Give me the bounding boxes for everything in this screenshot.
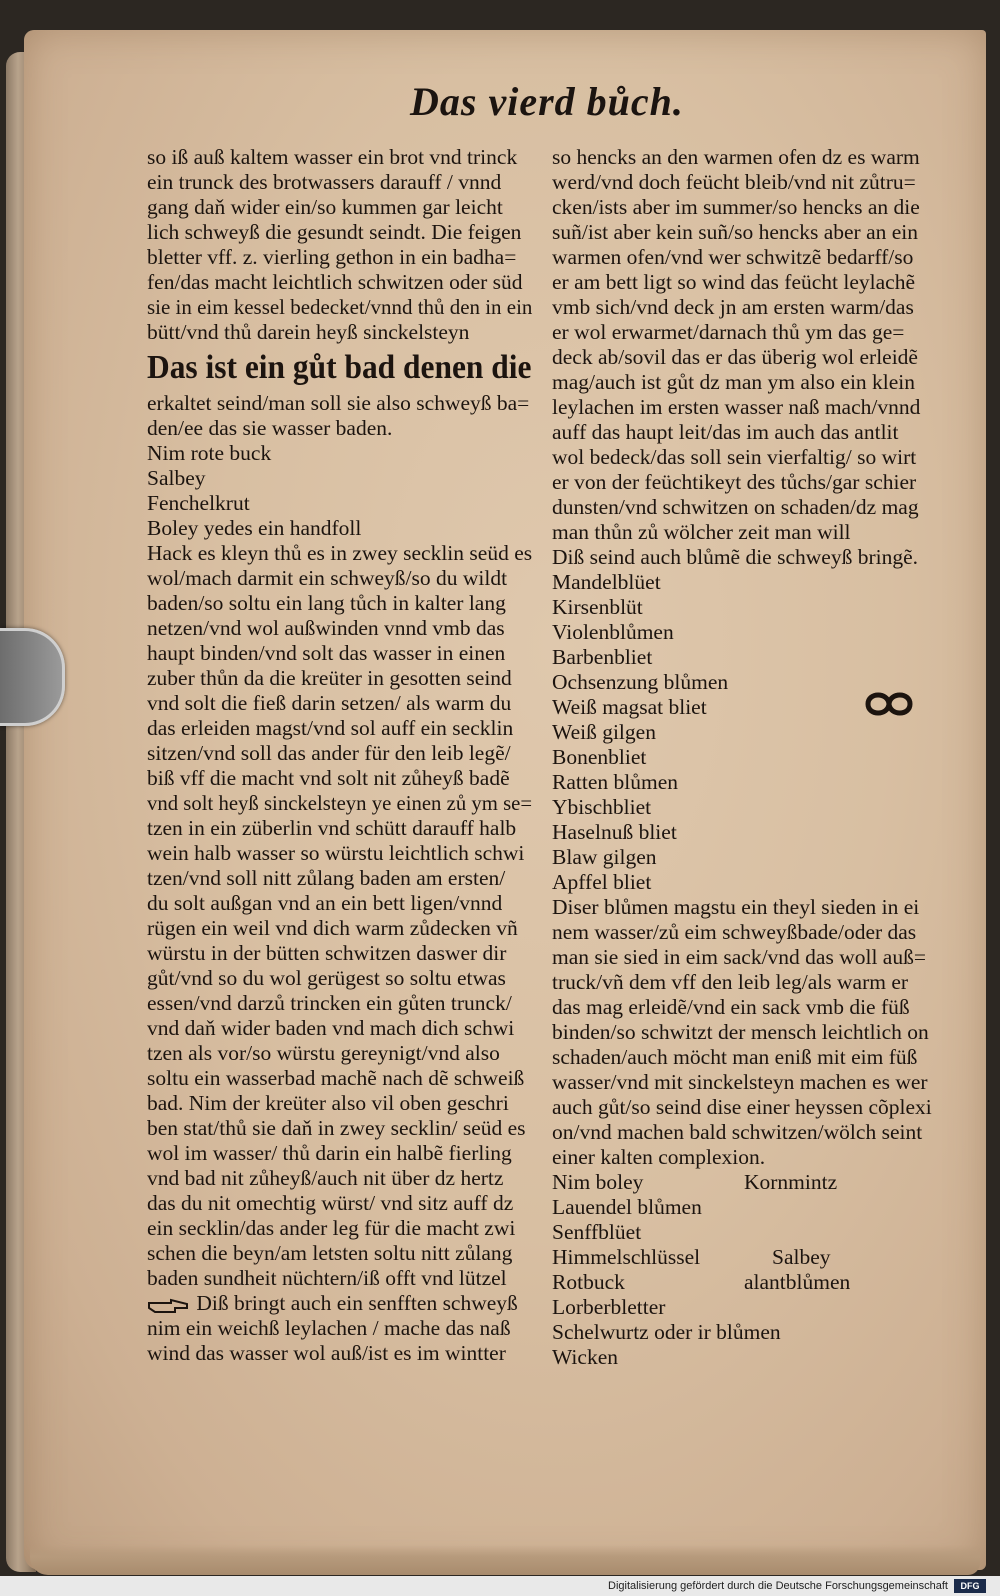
text-line: ein secklin/das ander leg für die macht zwi: [147, 1216, 516, 1240]
right-column: [552, 145, 947, 1370]
text-line: schaden/auch möcht man eniß mit eim füß: [552, 1045, 918, 1069]
text-line: truck/vñ dem vff den leib leg/als warm er: [552, 970, 909, 994]
herb-pair-row: [552, 1220, 947, 1245]
text-line: rügen ein weil vnd dich warm zůdecken vñ: [147, 916, 518, 940]
text-line: das du nit omechtig würst/ vnd sitz auff dz: [147, 1191, 514, 1215]
herb-pair-row: [552, 1320, 947, 1345]
text-line: Diser blůmen magstu ein theyl sieden in ei: [552, 895, 920, 919]
text-line: du solt außgan vnd an ein bett ligen/vnnd: [147, 891, 503, 915]
herb-name: Schelwurtz oder ir blůmen: [552, 1320, 781, 1344]
flower-list-item: Violenblůmen: [552, 620, 674, 644]
page-header: Das vierd bůch.: [410, 79, 684, 124]
ornament-icon: [862, 688, 916, 720]
flower-list-heading: Diß seind auch blůmẽ die schweyß bringẽ.: [552, 545, 919, 569]
text-line: baden/so soltu ein lang tůch in kalter lang: [147, 591, 506, 615]
flower-list-item: Apffel bliet: [552, 870, 652, 894]
footer-bar: [0, 1576, 1000, 1596]
text-line: fen/das macht leichtlich schwitzen oder süd: [147, 270, 523, 294]
text-line: wol/mach darmit ein schweyß/so du wildt: [147, 566, 508, 590]
text-line: er von der feüchtikeyt des tůchs/gar schier: [552, 470, 917, 494]
text-line: vnd daň wider baden vnd mach dich schwi: [147, 1016, 515, 1040]
text-line: biß vff die macht vnd solt nit zůheyß badẽ: [147, 766, 510, 790]
herb-name: Wicken: [552, 1345, 618, 1369]
text-line: zuber thůn da die kreüter in gesotten seind: [147, 666, 512, 690]
herb-name: Himmelschlüssel: [552, 1245, 701, 1269]
text-line: mag/auch ist gůt dz man ym also ein klein: [552, 370, 916, 394]
text-line: würstu in der bütten schwitzen daswer dir: [147, 941, 507, 965]
herb-list-item: Boley yedes ein handfoll: [147, 516, 362, 540]
flower-list-item: Weiß gilgen: [552, 720, 656, 744]
herb-name-second: Salbey: [772, 1245, 831, 1269]
herb-name: Rotbuck: [552, 1270, 625, 1294]
herb-list-item: Nim rote buck: [147, 441, 272, 465]
text-line: wol im wasser/ thů darin ein halbẽ fierling: [147, 1141, 512, 1165]
text-line: dunsten/vnd schwitzen on schaden/dz mag: [552, 495, 919, 519]
pointing-hand-icon: [147, 1296, 191, 1314]
text-line: man thůn zů wölcher zeit man will: [552, 520, 851, 544]
text-line: warmen ofen/vnd wer schwitzẽ bedarff/so: [552, 245, 914, 269]
text-line: auch gůt/so seind dise einer heyssen cõplexi: [552, 1095, 932, 1119]
herb-name-second: Kornmintz: [744, 1170, 838, 1194]
herb-name: Nim boley: [552, 1170, 644, 1194]
text-line: soltu ein wasserbad machẽ nach dẽ schweiß: [147, 1066, 525, 1090]
herb-pair-row: [552, 1270, 947, 1295]
herb-name: Senffblüet: [552, 1220, 642, 1244]
text-line: wasser/vnd mit sinckelsteyn machen es wer: [552, 1070, 928, 1094]
text-line: wol bedeck/das soll sein vierfaltig/ so wirt: [552, 445, 917, 469]
herb-pair-row: [552, 1295, 947, 1320]
text-line: bad. Nim der kreüter also vil oben geschri: [147, 1091, 509, 1115]
herb-pair-row: [552, 1195, 947, 1220]
flower-list-item: Haselnuß bliet: [552, 820, 677, 844]
text-line-content: Diß bringt auch ein senfften schweyß: [191, 1291, 518, 1315]
text-line: lich schweyß die gesundt seindt. Die feigen: [147, 220, 522, 244]
text-line: essen/vnd darzů trincken ein gůten trunck/: [147, 991, 512, 1015]
text-line: werd/vnd doch feücht bleib/vnd nit zůtru=: [552, 170, 916, 194]
flower-list-item: Ybischbliet: [552, 795, 652, 819]
text-line: bletter vff. z. vierling gethon in ein badha=: [147, 245, 517, 269]
text-line: man sie sied in eim sack/vnd das woll auß=: [552, 945, 926, 969]
text-line: den/ee das sie wasser baden.: [147, 416, 393, 440]
herb-pair-row: [552, 1170, 947, 1195]
dfg-logo: DFG: [954, 1579, 986, 1593]
text-line: wind das wasser wol auß/ist es im wintter: [147, 1341, 506, 1365]
text-line: cken/ists aber im summer/so hencks an die: [552, 195, 920, 219]
text-line: netzen/vnd wol außwinden vnnd vmb das: [147, 616, 505, 640]
text-line: tzen in ein züberlin vnd schütt darauff halb: [147, 816, 517, 840]
flower-list-item: Weiß magsat bliet: [552, 695, 707, 719]
flower-list-item: Mandelblüet: [552, 570, 661, 594]
text-line: einer kalten complexion.: [552, 1145, 766, 1169]
text-line: binden/so schwitzt der mensch leichtlich on: [552, 1020, 929, 1044]
text-line: ben stat/thů sie daň in zwey secklin/ seüd es: [147, 1116, 526, 1140]
footer-credit: Digitalisierung gefördert durch die Deutsche Forschungsgemeinschaft: [608, 1580, 948, 1592]
text-line: vnd solt die fieß darin setzen/ als warm du: [147, 691, 512, 715]
herb-name-second: alantblůmen: [744, 1270, 851, 1294]
flower-list-item: Kirsenblüt: [552, 595, 643, 619]
herb-list-item: Salbey: [147, 466, 206, 490]
section-heading: Das ist ein gůt bad denen die: [147, 349, 532, 386]
text-line: deck ab/sovil das er das überig wol erleidẽ: [552, 345, 918, 369]
flower-list-item: Bonenbliet: [552, 745, 647, 769]
text-line: vmb sich/vnd deck jn am ersten warm/das: [552, 295, 914, 319]
text-line: schen die beyn/am letsten soltu nitt zůlang: [147, 1241, 513, 1265]
text-line: haupt binden/vnd solt das wasser in einen: [147, 641, 506, 665]
text-line: er wol erwarmet/darnach thů ym das ge=: [552, 320, 905, 344]
text-line: sitzen/vnd soll das ander für den leib legẽ/: [147, 741, 511, 765]
text-line: nim ein weichß leylachen / mache das naß: [147, 1316, 511, 1340]
flower-list-item: Ochsenzung blůmen: [552, 670, 729, 694]
text-line: vnd bad nit zůheyß/auch nit über dz hertz: [147, 1166, 504, 1190]
text-line: [147, 1291, 532, 1316]
herb-list-item: Fenchelkrut: [147, 491, 250, 515]
text-line: gang daň wider ein/so kummen gar leicht: [147, 195, 503, 219]
text-line: baden sundheit nüchtern/iß offt vnd lützel: [147, 1266, 507, 1290]
text-line: vnd solt heyß sinckelsteyn ye einen zů ym se=: [147, 791, 533, 815]
text-line: tzen als vor/so würstu gereynigt/vnd also: [147, 1041, 500, 1065]
text-line: ein trunck des brotwassers darauff / vnnd: [147, 170, 502, 194]
book-clip: [0, 628, 65, 726]
text-line: auff das haupt leit/das im auch das antlit: [552, 420, 899, 444]
flower-list-item: Ratten blůmen: [552, 770, 678, 794]
text-line: sie in eim kessel bedecket/vnnd thů den in ein: [147, 295, 533, 319]
text-line: das mag erleidẽ/vnd ein sack vmb die füß: [552, 995, 910, 1019]
text-line: erkaltet seind/man soll sie also schweyß ba=: [147, 391, 530, 415]
text-line: bütt/vnd thů darein heyß sinckelsteyn: [147, 320, 470, 344]
herb-pair-row: [552, 1245, 947, 1270]
text-line: so iß auß kaltem wasser ein brot vnd trinck: [147, 145, 518, 169]
herb-name: Lauendel blůmen: [552, 1195, 702, 1219]
text-line: er am bett ligt so wind das feücht leylachẽ: [552, 270, 915, 294]
text-line: on/vnd machen bald schwitzen/wölch seint: [552, 1120, 923, 1144]
text-line: wein halb wasser so würstu leichtlich schwi: [147, 841, 525, 865]
text-line: gůt/vnd so du wol gerügest so soltu etwas: [147, 966, 506, 990]
text-line: das erleiden magst/vnd sol auff ein secklin: [147, 716, 514, 740]
text-line: so hencks an den warmen ofen dz es warm: [552, 145, 920, 169]
page-edge: [30, 1545, 980, 1575]
flower-list-item: Blaw gilgen: [552, 845, 657, 869]
herb-name: Lorberbletter: [552, 1295, 666, 1319]
text-line: leylachen im ersten wasser naß mach/vnnd: [552, 395, 921, 419]
herb-pair-row: [552, 1345, 947, 1370]
left-column: [147, 145, 532, 1366]
text-line: nem wasser/zů eim schweyßbade/oder das: [552, 920, 917, 944]
text-line: suñ/ist aber kein suñ/so hencks aber an ein: [552, 220, 919, 244]
flower-list-item: Barbenbliet: [552, 645, 653, 669]
text-line: Hack es kleyn thů es in zwey secklin seüd es: [147, 541, 533, 565]
text-line: tzen/vnd soll nitt zůlang baden am ersten/: [147, 866, 506, 890]
